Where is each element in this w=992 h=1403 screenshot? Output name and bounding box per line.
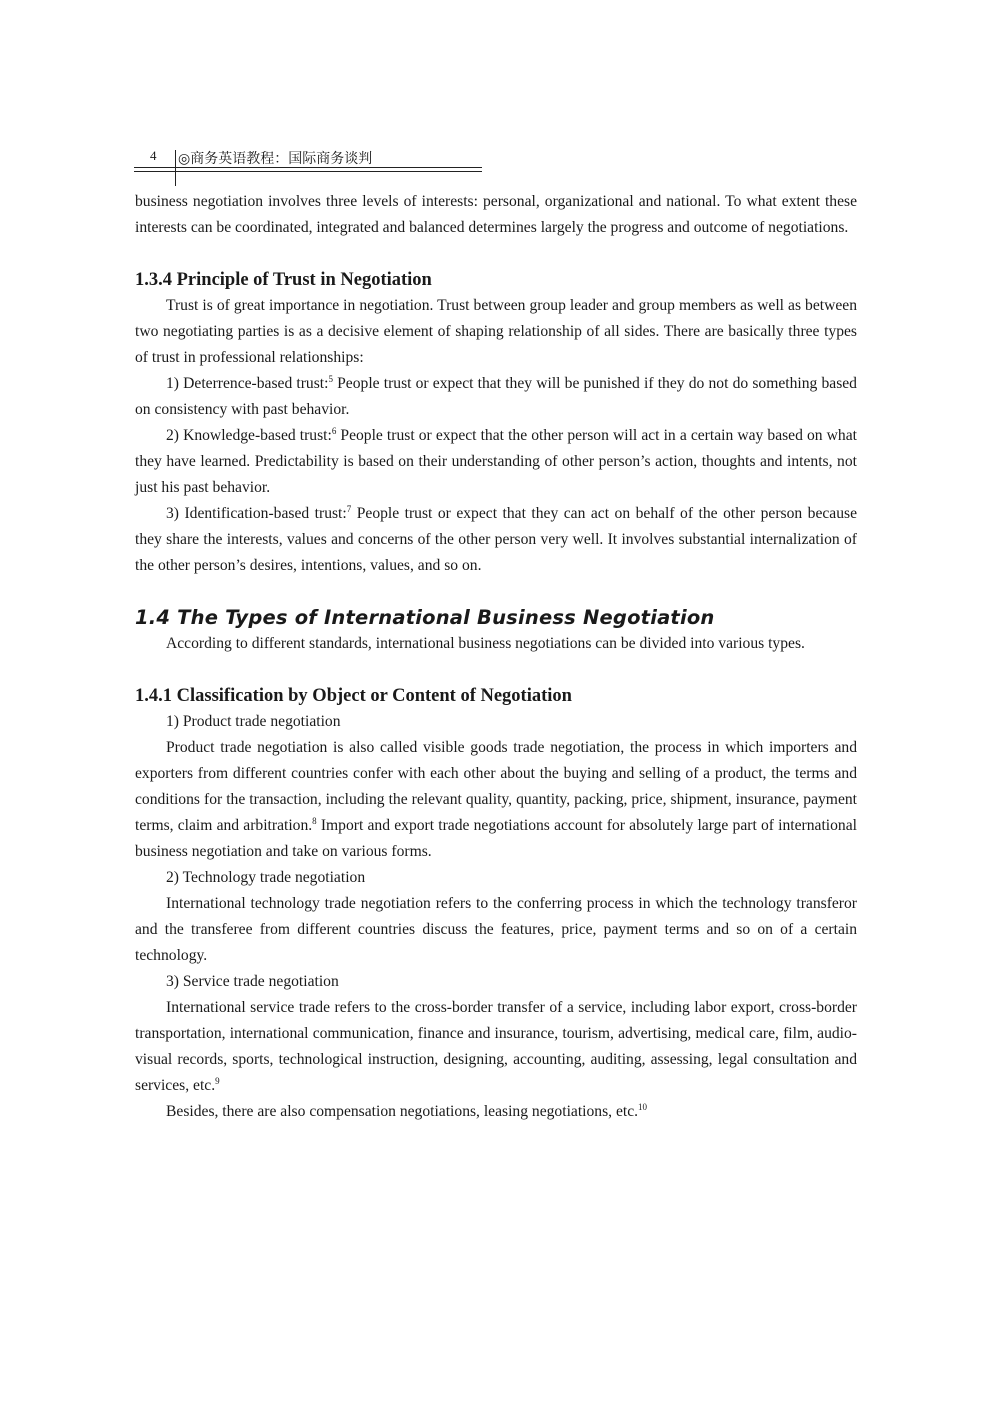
footnote-ref: 6 [331, 426, 337, 436]
besides-paragraph: Besides, there are also compensation negotiations, leasing negotiations, etc.$^{10}$ [166, 1102, 648, 1120]
section-heading-1-4-1: 1.4.1 Classification by Object or Content of Negotiation [135, 686, 572, 706]
trust-intro-paragraph: Trust is of great importance in negotiation. Trust between group leader and group members as well as between two negotiating parties is as a decisive element of shaping relationship of all sides. There are basically three types of trust in professional relationships: [135, 297, 857, 366]
trust-type-text: People trust or expect that the other person will act in a certain way based on what they have learned. Predictability is based on their understanding of other person’s action, thoughts and intents, not just his past behavior. [135, 427, 857, 496]
item-title-product: 1) Product trade negotiation [166, 713, 341, 730]
item-text-product: Product trade negotiation is also called visible goods trade negotiation, the process in which importers and exporters from different countries confer with each other about the buying and selling of a product, the terms and conditions for the transaction, including the relevant quality, quantity, packing, price, shipment, insurance, payment terms, claim and arbitration.$^8$ Import and export trade negotiations account for absolutely large part of international business negotiation and take on various forms. [135, 739, 857, 860]
trust-type-text: People trust or expect that they will be punished if they do not do something based on consistency with past behavior. [135, 375, 857, 418]
book-title: ◎商务英语教程：国际商务谈判 [178, 151, 373, 167]
running-header [134, 146, 482, 186]
item-title-service: 3) Service trade negotiation [166, 973, 339, 990]
section-heading-1-4: 1.4 The Types of International Business Negotiation [135, 606, 715, 629]
item-text-technology: International technology trade negotiation refers to the conferring process in which the technology transferor and the transferee from different countries discuss the features, price, payment terms and so on of a certain technology. [135, 895, 857, 964]
trust-type-label: 3) Identification-based trust: [166, 505, 347, 522]
types-intro-paragraph: According to different standards, international business negotiations can be divided into various types. [166, 635, 805, 652]
header-rule-bottom [134, 171, 482, 172]
trust-type-knowledge [135, 423, 857, 501]
page-body [135, 189, 857, 1125]
item-title-technology: 2) Technology trade negotiation [166, 869, 366, 886]
trust-type-text: People trust or expect that they can act on behalf of the other person because they share the interests, values and concerns of the other person very well. It involves substantial internalization of the other person’s desires, intentions, values, and so on. [135, 505, 858, 574]
footnote-ref: 9 [215, 1076, 220, 1086]
trust-type-identification [135, 501, 857, 579]
footnote-ref: 5 [328, 374, 333, 384]
header-vertical-rule [175, 150, 176, 186]
page-number: 4 [150, 148, 157, 163]
trust-type-label: 1) Deterrence-based trust: [166, 375, 329, 392]
footnote-ref: 10 [638, 1102, 648, 1112]
item-text-service: International service trade refers to the cross-border transfer of a service, including labor export, cross-border transportation, international communication, finance and insurance, tourism, advertising, medical care, film, audio-visual records, sports, technological instruction, designing, accounting, auditing, assessing, legal consultation and services, etc.$^9$ [135, 999, 857, 1094]
trust-type-deterrence [135, 371, 857, 423]
header-rule-top [134, 167, 482, 168]
section-heading-1-3-4: 1.3.4 Principle of Trust in Negotiation [135, 270, 432, 290]
footnote-ref: 7 [346, 504, 352, 514]
trust-type-label: 2) Knowledge-based trust: [166, 427, 332, 444]
footnote-ref: 8 [312, 816, 317, 826]
continued-paragraph: business negotiation involves three levels of interests: personal, organizational and national. To what extent these interests can be coordinated, integrated and balanced determines largely the progress and outcome of negotiations. [135, 193, 857, 236]
